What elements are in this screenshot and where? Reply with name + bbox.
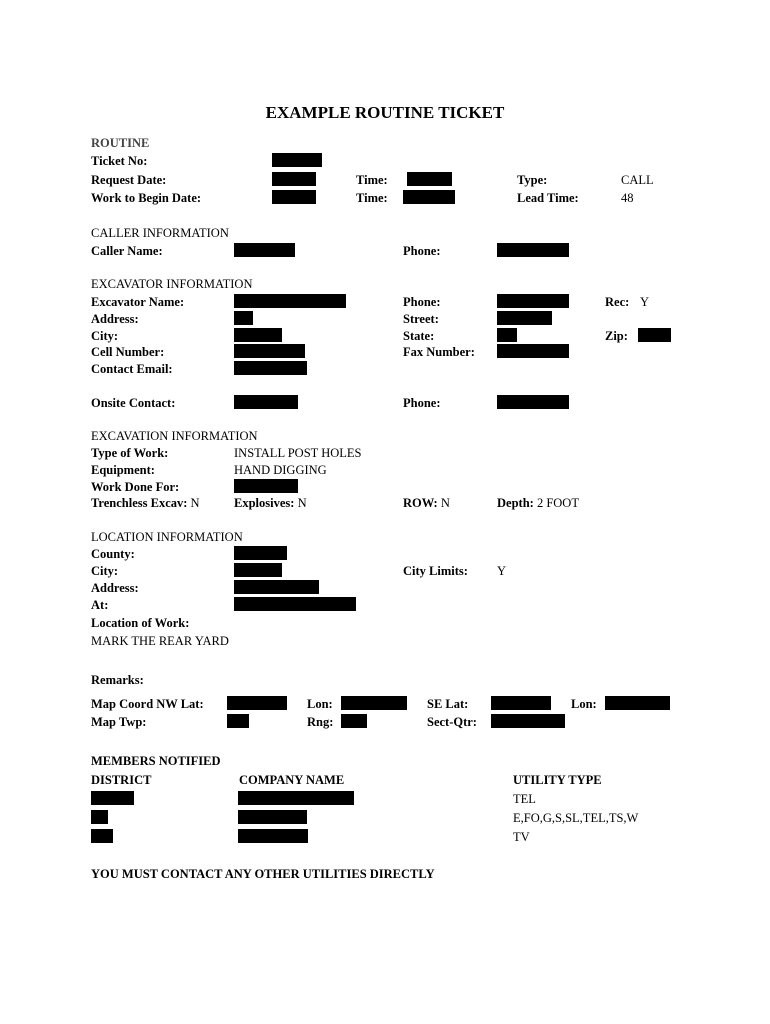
location-city-label: City: <box>91 564 119 578</box>
remarks-label: Remarks: <box>91 673 144 687</box>
redaction <box>272 172 316 186</box>
type-of-work-label: Type of Work: <box>91 446 169 460</box>
ticket-no-label: Ticket No: <box>91 154 148 168</box>
type-label: Type: <box>517 173 548 187</box>
location-of-work-value: MARK THE REAR YARD <box>91 634 229 648</box>
time-label: Time: <box>356 173 388 187</box>
caller-phone-label: Phone: <box>403 244 441 258</box>
redaction <box>238 829 308 843</box>
depth-field <box>497 496 579 511</box>
type-value: CALL <box>621 173 654 187</box>
cell-number-label: Cell Number: <box>91 345 165 359</box>
map-twp-label: Map Twp: <box>91 715 147 729</box>
excavator-city-label: City: <box>91 329 119 343</box>
redaction <box>341 714 367 728</box>
district-column-header: DISTRICT <box>91 773 152 787</box>
redaction <box>497 344 569 358</box>
onsite-phone-label: Phone: <box>403 396 441 410</box>
se-lat-label: SE Lat: <box>427 697 469 711</box>
street-label: Street: <box>403 312 439 326</box>
redaction <box>227 696 287 710</box>
redaction <box>341 696 407 710</box>
redaction <box>497 395 569 409</box>
utility-column-header: UTILITY TYPE <box>513 773 602 787</box>
equipment-value: HAND DIGGING <box>234 463 327 477</box>
redaction <box>91 791 134 805</box>
redaction <box>234 563 282 577</box>
redaction <box>234 344 305 358</box>
state-label: State: <box>403 329 435 343</box>
redaction <box>491 696 551 710</box>
row-value: N <box>440 496 450 510</box>
city-limits-label: City Limits: <box>403 564 468 578</box>
redaction <box>234 395 298 409</box>
location-heading: LOCATION INFORMATION <box>91 530 243 544</box>
trenchless-label: Trenchless Excav: <box>91 496 188 510</box>
redaction <box>272 153 322 167</box>
utility-type: E,FO,G,S,SL,TEL,TS,W <box>513 811 639 825</box>
explosives-field <box>234 496 307 511</box>
caller-heading: CALLER INFORMATION <box>91 226 229 240</box>
redaction <box>272 190 316 204</box>
city-limits-value: Y <box>497 564 507 578</box>
sect-qtr-label: Sect-Qtr: <box>427 715 477 729</box>
at-label: At: <box>91 598 109 612</box>
rng-label: Rng: <box>307 715 334 729</box>
depth-label: Depth: <box>497 496 534 510</box>
caller-name-label: Caller Name: <box>91 244 163 258</box>
redaction <box>91 810 108 824</box>
lead-time-value: 48 <box>621 191 634 205</box>
onsite-contact-label: Onsite Contact: <box>91 396 176 410</box>
footer-notice: YOU MUST CONTACT ANY OTHER UTILITIES DIRECTLY <box>91 867 435 881</box>
fax-number-label: Fax Number: <box>403 345 475 359</box>
work-begin-label: Work to Begin Date: <box>91 191 202 205</box>
utility-type: TV <box>513 830 530 844</box>
redaction <box>497 311 552 325</box>
county-label: County: <box>91 547 135 561</box>
equipment-label: Equipment: <box>91 463 155 477</box>
redaction <box>497 328 517 342</box>
lead-time-label: Lead Time: <box>517 191 579 205</box>
redaction <box>491 714 565 728</box>
trenchless-field <box>91 496 200 511</box>
location-address-label: Address: <box>91 581 139 595</box>
rec-value: Y <box>640 295 650 309</box>
work-done-for-label: Work Done For: <box>91 480 180 494</box>
zip-label: Zip: <box>605 329 628 343</box>
redaction <box>234 597 356 611</box>
page-title: EXAMPLE ROUTINE TICKET <box>265 103 505 122</box>
members-heading: MEMBERS NOTIFIED <box>91 754 221 768</box>
excavator-phone-label: Phone: <box>403 295 441 309</box>
redaction <box>234 580 319 594</box>
redaction <box>227 714 249 728</box>
excavator-heading: EXCAVATOR INFORMATION <box>91 277 253 291</box>
redaction <box>497 243 569 257</box>
redaction <box>91 829 113 843</box>
redaction <box>234 546 287 560</box>
time-label: Time: <box>356 191 388 205</box>
explosives-value: N <box>297 496 307 510</box>
excavator-name-label: Excavator Name: <box>91 295 185 309</box>
redaction <box>234 328 282 342</box>
depth-value: 2 FOOT <box>536 496 579 510</box>
redaction <box>605 696 670 710</box>
row-field <box>403 496 450 511</box>
row-label: ROW: <box>403 496 438 510</box>
request-date-label: Request Date: <box>91 173 167 187</box>
redaction <box>238 791 354 805</box>
contact-email-label: Contact Email: <box>91 362 173 376</box>
rec-label: Rec: <box>605 295 630 309</box>
redaction <box>234 361 307 375</box>
redaction <box>234 479 298 493</box>
nw-lat-label: Map Coord NW Lat: <box>91 697 204 711</box>
redaction <box>407 172 452 186</box>
redaction <box>238 810 307 824</box>
type-of-work-value: INSTALL POST HOLES <box>234 446 362 460</box>
trenchless-value: N <box>190 496 200 510</box>
redaction <box>234 311 253 325</box>
company-column-header: COMPANY NAME <box>239 773 345 787</box>
excavation-heading: EXCAVATION INFORMATION <box>91 429 258 443</box>
routine-heading: ROUTINE <box>91 136 150 150</box>
location-of-work-label: Location of Work: <box>91 616 190 630</box>
redaction <box>234 294 346 308</box>
lon-label: Lon: <box>307 697 333 711</box>
explosives-label: Explosives: <box>234 496 295 510</box>
redaction <box>497 294 569 308</box>
excavator-address-label: Address: <box>91 312 139 326</box>
redaction <box>403 190 455 204</box>
lon-label: Lon: <box>571 697 597 711</box>
redaction <box>638 328 671 342</box>
utility-type: TEL <box>513 792 536 806</box>
redaction <box>234 243 295 257</box>
